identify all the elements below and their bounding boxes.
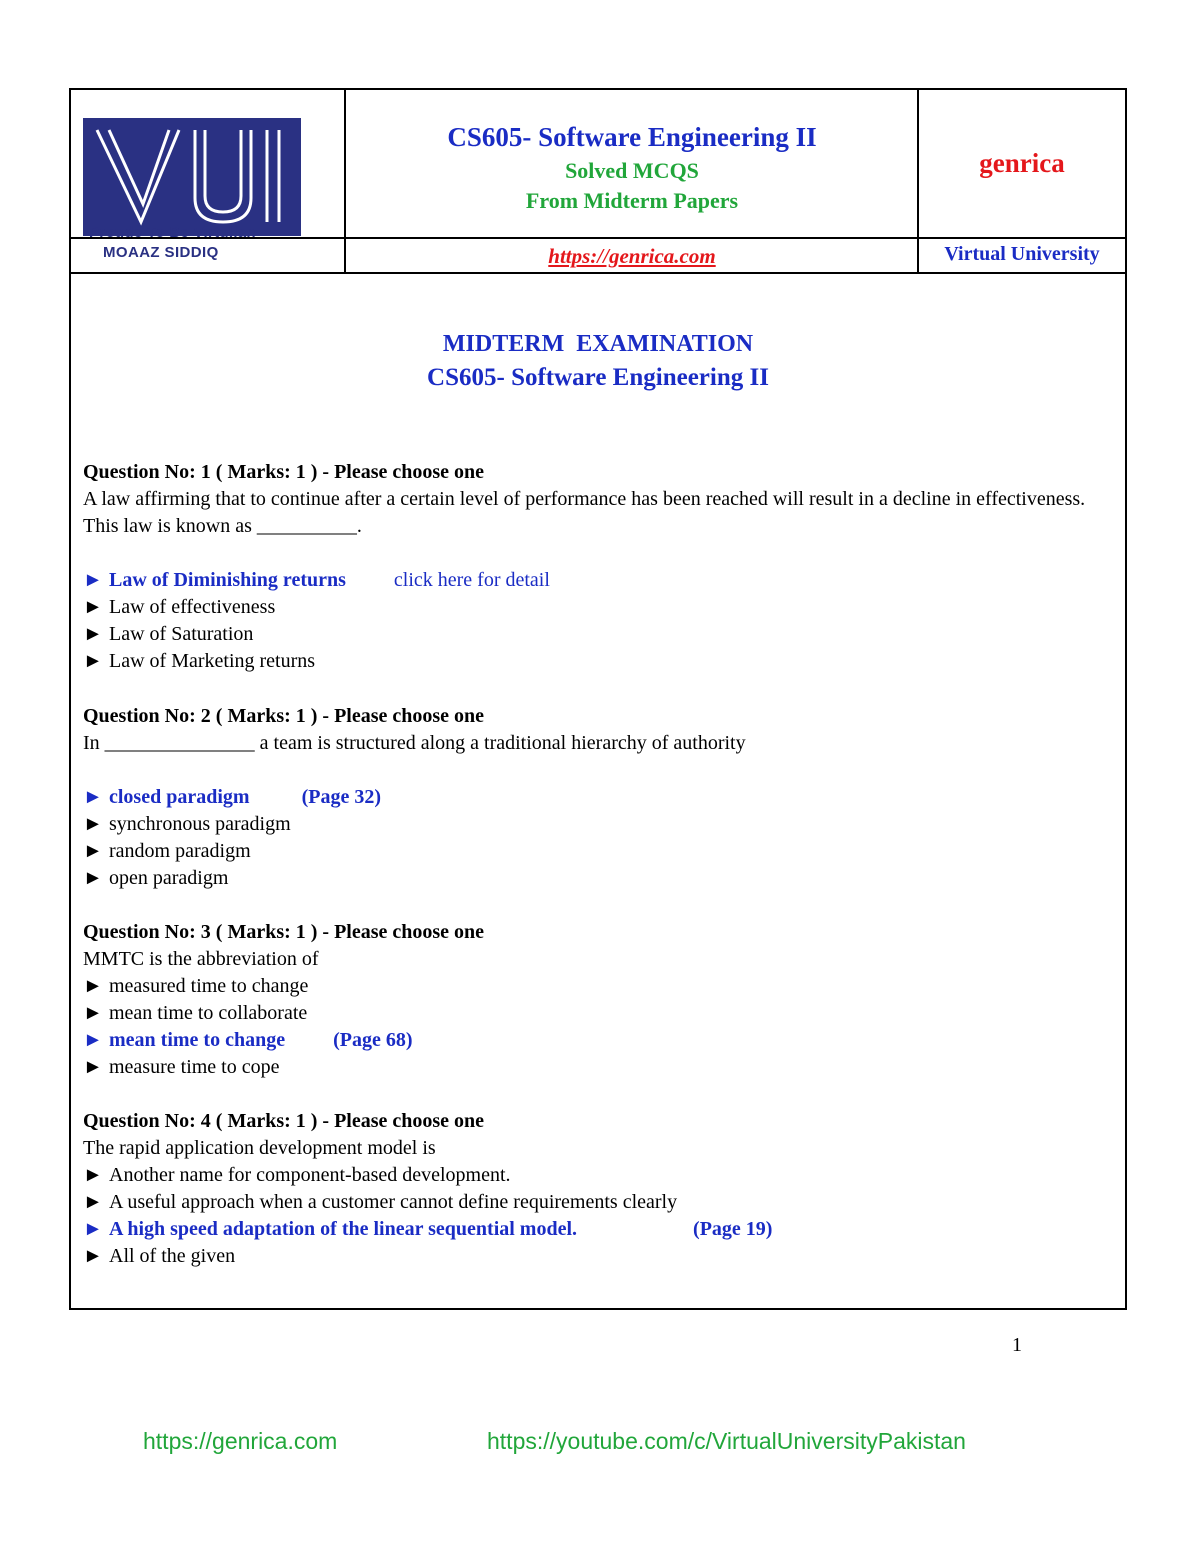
option-label: All of the given <box>109 1245 236 1267</box>
option[interactable] <box>83 1162 1113 1189</box>
option-correct[interactable] <box>83 784 1113 811</box>
question-1 <box>83 459 1113 675</box>
arrow-icon: ► <box>83 1245 103 1267</box>
option[interactable] <box>83 594 1113 621</box>
arrow-icon: ► <box>83 650 103 672</box>
option-label: Law of Marketing returns <box>109 650 316 672</box>
option[interactable] <box>83 1243 1113 1270</box>
option-label: mean time to change <box>109 1029 286 1051</box>
arrow-icon: ► <box>83 1191 103 1213</box>
arrow-icon: ► <box>83 1056 103 1078</box>
option-label: Law of Saturation <box>109 623 254 645</box>
option-label: random paradigm <box>109 840 251 862</box>
arrow-icon: ► <box>83 1002 103 1024</box>
arrow-icon: ► <box>83 1164 103 1186</box>
question-heading: Question No: 1 ( Marks: 1 ) - Please choose one <box>83 461 485 483</box>
site-url-link[interactable]: https://genrica.com <box>548 244 716 268</box>
question-heading: Question No: 4 ( Marks: 1 ) - Please choose one <box>83 1110 485 1132</box>
arrow-icon: ► <box>83 840 103 862</box>
page-frame <box>69 88 1127 1310</box>
option-correct[interactable] <box>83 1027 1113 1054</box>
arrow-icon: ► <box>83 786 103 808</box>
option-label: closed paradigm <box>109 786 250 808</box>
arrow-icon: ► <box>83 975 103 997</box>
option-label: mean time to collaborate <box>109 1002 308 1024</box>
question-heading: Question No: 3 ( Marks: 1 ) - Please choose one <box>83 921 485 943</box>
option[interactable] <box>83 621 1113 648</box>
exam-course: CS605- Software Engineering II <box>427 364 769 391</box>
option[interactable] <box>83 648 1113 675</box>
arrow-icon: ► <box>83 1218 103 1240</box>
question-2 <box>83 703 1113 892</box>
subtitle-solved: Solved MCQS <box>565 158 699 183</box>
header-table <box>71 90 1125 273</box>
option-label: open paradigm <box>109 867 229 889</box>
subtitle-source: From Midterm Papers <box>525 188 739 213</box>
page-reference: (Page 32) <box>301 786 381 808</box>
option-label: synchronous paradigm <box>109 813 291 835</box>
page-reference: (Page 19) <box>693 1218 773 1240</box>
option[interactable] <box>83 865 1113 892</box>
arrow-icon: ► <box>83 569 103 591</box>
option-label: A high speed adaptation of the linear sequential model. <box>109 1218 578 1240</box>
option-label: A useful approach when a customer cannot define requirements clearly <box>109 1191 678 1213</box>
logo-author: MOAAZ SIDDIQ <box>103 244 219 261</box>
question-text: MMTC is the abbreviation of <box>83 948 319 970</box>
arrow-icon: ► <box>83 596 103 618</box>
course-title: CS605- Software Engineering II <box>447 122 817 152</box>
option[interactable] <box>83 1054 1113 1081</box>
option[interactable] <box>83 973 1113 1000</box>
arrow-icon: ► <box>83 623 103 645</box>
option-label: Law of effectiveness <box>109 596 276 618</box>
vu-logo <box>83 118 301 236</box>
arrow-icon: ► <box>83 1029 103 1051</box>
question-text: A law affirming that to continue after a certain level of performance has been reached will result in a decline in effectiveness. This law is known as __________. <box>83 488 1086 537</box>
page-reference: (Page 68) <box>333 1029 413 1051</box>
question-3 <box>83 919 1113 1081</box>
arrow-icon: ► <box>83 867 103 889</box>
brand-name: genrica <box>979 148 1065 178</box>
arrow-icon: ► <box>83 813 103 835</box>
option-label: Another name for component-based development. <box>109 1164 511 1186</box>
university-name: Virtual University <box>944 243 1100 265</box>
footer-genrica-link[interactable]: https://genrica.com <box>143 1428 338 1454</box>
option-correct[interactable] <box>83 1216 1113 1243</box>
question-4 <box>83 1108 1113 1270</box>
detail-link[interactable]: click here for detail <box>393 569 550 591</box>
option-label: measured time to change <box>109 975 309 997</box>
option[interactable] <box>83 811 1113 838</box>
logo-tagline: Proude To Be Virtulian <box>89 224 256 241</box>
question-text: In _______________ a team is structured along a traditional hierarchy of authority <box>83 732 746 754</box>
page-number: 1 <box>1012 1334 1022 1356</box>
option-correct[interactable] <box>83 567 1113 594</box>
header-divider <box>71 272 1125 274</box>
footer-youtube-link[interactable]: https://youtube.com/c/VirtualUniversityPakistan <box>487 1428 966 1454</box>
option[interactable] <box>83 838 1113 865</box>
option-label: measure time to cope <box>109 1056 280 1078</box>
option[interactable] <box>83 1000 1113 1027</box>
question-text: The rapid application development model is <box>83 1137 436 1159</box>
option-label: Law of Diminishing returns <box>109 569 346 591</box>
exam-title: MIDTERM EXAMINATION <box>442 331 754 357</box>
option[interactable] <box>83 1189 1113 1216</box>
question-heading: Question No: 2 ( Marks: 1 ) - Please choose one <box>83 705 485 727</box>
